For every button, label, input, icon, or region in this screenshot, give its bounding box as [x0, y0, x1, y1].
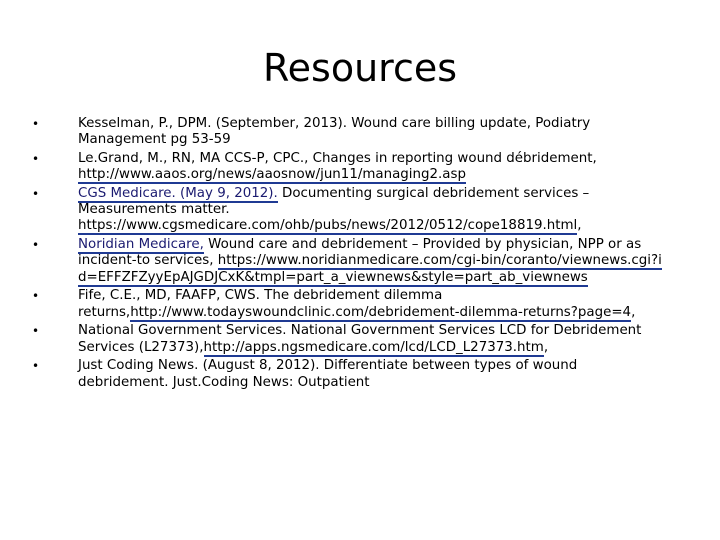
- reference-item-3: [32, 186, 670, 235]
- bullet-icon: •: [32, 289, 40, 304]
- reference-item-7: [32, 358, 670, 390]
- reference-item-5: [32, 288, 670, 320]
- reference-suffix: ,: [543, 339, 549, 355]
- reference-link[interactable]: http://apps.ngsmedicare.com/lcd/LCD_L27373.htm: [203, 339, 544, 355]
- reference-text: Kesselman, P., DPM. (September, 2013). Wound care billing update, Podiatry Management pg 53-59: [78, 116, 591, 148]
- reference-list: [32, 116, 670, 393]
- bullet-icon: •: [32, 117, 40, 131]
- reference-item-6: [32, 323, 670, 355]
- bullet-icon: •: [32, 187, 40, 201]
- reference-text: Just Coding News. (August 8, 2012). Differentiate between types of wound debridement. Just.Coding News: Outpatient: [78, 358, 578, 390]
- bullet-icon: •: [32, 359, 40, 374]
- reference-link[interactable]: http://www.todayswoundclinic.com/debridement-dilemma-returns?page=4: [130, 304, 632, 320]
- reference-link[interactable]: https://www.cgsmedicare.com/ohb/pubs/news/2012/0512/cope18819.html: [78, 218, 578, 234]
- reference-item-4: [32, 237, 670, 286]
- reference-text: National Government Services. National Government Services LCD for Debridement Services (L27373),: [78, 323, 642, 355]
- reference-text: Le.Grand, M., RN, MA CCS-P, CPC., Changes in reporting wound débridement,: [78, 151, 597, 166]
- reference-suffix: ,: [577, 218, 582, 234]
- reference-item-1: [32, 116, 670, 148]
- reference-link[interactable]: http://www.aaos.org/news/aaosnow/jun11/managing2.asp: [78, 167, 466, 183]
- reference-item-2: [32, 151, 670, 183]
- bullet-icon: •: [32, 152, 40, 166]
- reference-text: Fife, C.E., MD, FAAFP, CWS. The debridement dilemma returns,: [78, 288, 443, 320]
- reference-org-link[interactable]: Noridian Medicare,: [78, 237, 204, 253]
- bullet-icon: •: [32, 238, 40, 253]
- reference-text: Wound care and debridement – Provided by physician, NPP or as incident-to services,: [78, 237, 642, 269]
- reference-suffix: ,: [631, 304, 636, 320]
- bullet-icon: •: [32, 324, 40, 339]
- reference-link[interactable]: https://www.noridianmedicare.com/cgi-bin/coranto/viewnews.cgi?id=EFFZFZyyEpAJGDJCxK&tmpl=part_a_viewnews&style=part_ab_viewnews: [78, 253, 662, 285]
- slide-title: Resources: [262, 46, 458, 90]
- reference-org-link[interactable]: CGS Medicare. (May 9, 2012).: [78, 186, 278, 201]
- reference-text: Documenting surgical debridement services – Measurements matter.: [78, 186, 590, 218]
